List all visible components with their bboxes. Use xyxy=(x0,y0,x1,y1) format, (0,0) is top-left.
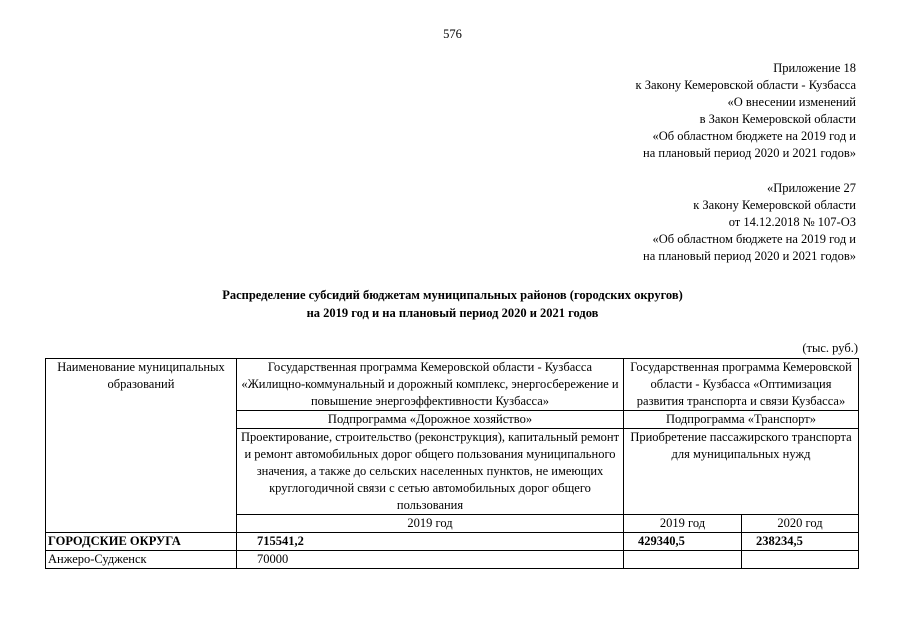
appendix-27-line: к Закону Кемеровской области xyxy=(693,198,856,212)
row-value xyxy=(624,551,742,569)
page-number: 576 xyxy=(443,27,462,41)
activity-1-description: Проектирование, строительство (реконструкция), капитальный ремонт и ремонт автомобильных дорог общего пользования муниципального значения, а также до сельских населенных пунктов, не имеющих круглогодичной связи с сетью автомобильных дорог общего пользования xyxy=(237,429,624,515)
appendix-18-line: «Об областном бюджете на 2019 год и xyxy=(652,129,856,143)
appendix-18-header xyxy=(636,60,857,162)
row-name: ГОРОДСКИЕ ОКРУГА xyxy=(46,533,237,551)
document-title-line-2: на 2019 год и на плановый период 2020 и 2021 годов xyxy=(306,306,599,320)
appendix-18-line: к Закону Кемеровской области - Кузбасса xyxy=(635,78,856,92)
table-row xyxy=(46,551,859,569)
appendix-18-line: «О внесении изменений xyxy=(727,95,856,109)
subprogram-1-title: Подпрограмма «Дорожное хозяйство» xyxy=(237,411,624,429)
row-value: 715541,2 xyxy=(237,533,624,551)
subprogram-2-title: Подпрограмма «Транспорт» xyxy=(624,411,859,429)
document-title-line-1: Распределение субсидий бюджетам муниципальных районов (городских округов) xyxy=(222,288,683,302)
appendix-27-line: на плановый период 2020 и 2021 годов» xyxy=(643,249,856,263)
appendix-18-line: в Закон Кемеровской области xyxy=(699,112,856,126)
municipality-column-header: Наименование муниципальных образований xyxy=(46,359,237,533)
subsidies-table xyxy=(45,358,859,569)
appendix-27-line: от 14.12.2018 № 107-ОЗ xyxy=(728,215,856,229)
appendix-27-line: «Об областном бюджете на 2019 год и xyxy=(652,232,856,246)
appendix-18-line: Приложение 18 xyxy=(773,61,856,75)
appendix-27-line: «Приложение 27 xyxy=(767,181,856,195)
year-header: 2019 год xyxy=(237,515,624,533)
appendix-18-line: на плановый период 2020 и 2021 годов» xyxy=(643,146,856,160)
program-1-title: Государственная программа Кемеровской области - Кузбасса «Жилищно-коммунальный и дорожный комплекс, энергосбережение и повышение энергоэффективности Кузбасса» xyxy=(237,359,624,411)
row-value: 238234,5 xyxy=(742,533,859,551)
document-title xyxy=(0,286,905,322)
table-row xyxy=(46,533,859,551)
row-value: 70000 xyxy=(237,551,624,569)
year-header: 2020 год xyxy=(742,515,859,533)
appendix-27-header xyxy=(643,180,856,265)
activity-2-description: Приобретение пассажирского транспорта для муниципальных нужд xyxy=(624,429,859,515)
units-label: (тыс. руб.) xyxy=(802,341,858,355)
row-value: 429340,5 xyxy=(624,533,742,551)
row-name: Анжеро-Судженск xyxy=(46,551,237,569)
program-2-title: Государственная программа Кемеровской области - Кузбасса «Оптимизация развития транспорта и связи Кузбасса» xyxy=(624,359,859,411)
row-value xyxy=(742,551,859,569)
year-header: 2019 год xyxy=(624,515,742,533)
